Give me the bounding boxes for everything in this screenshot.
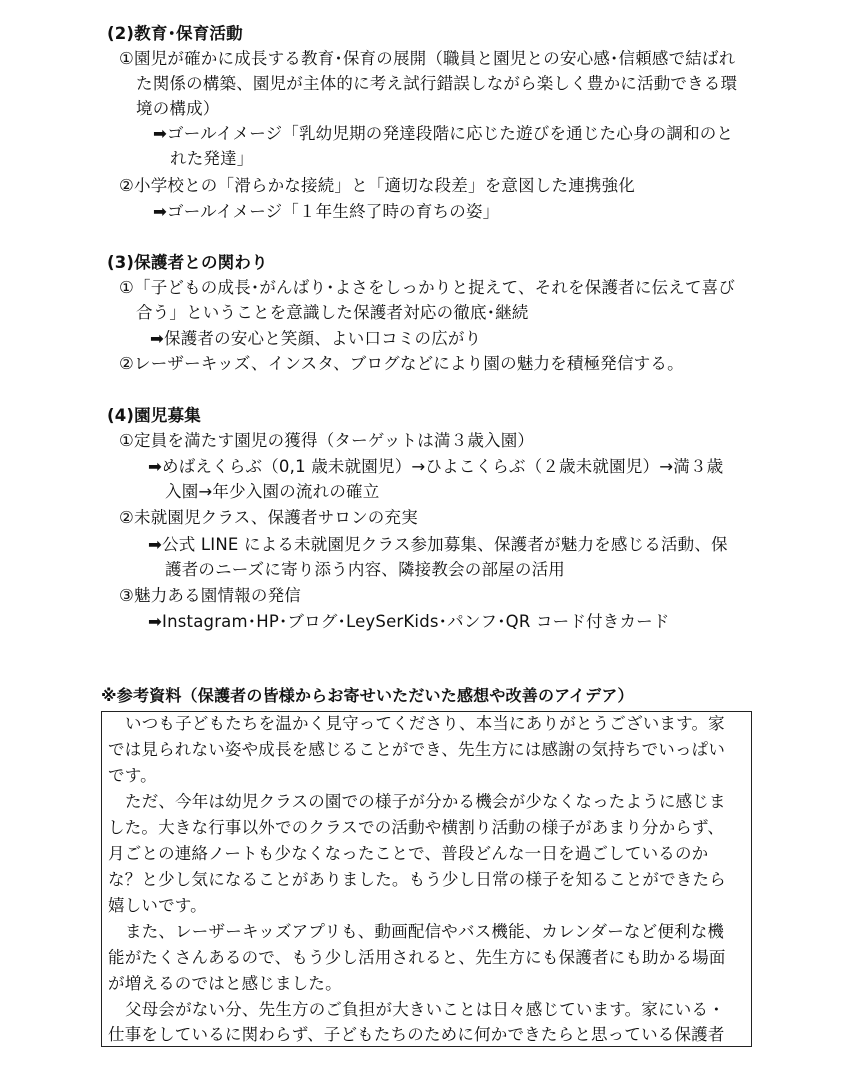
section-2-item-1-line-3: 境の構成） [136,99,220,118]
reference-line-4: ただ、今年は幼児クラスの園での様子が分かる機会が少なくなったように感じま [125,792,726,811]
section-4-heading: (4)園児募集 [107,406,201,425]
reference-line-2: では見られない姿や成長を感じることができ、先生方には感謝の気持ちでいっぱい [108,740,726,759]
section-3-item-1-goal: ➡保護者の安心と笑顔、よい口コミの広がり [150,329,482,348]
reference-line-6: 月ごとの連絡ノートも少なくなったことで、普段どんな一日を過ごしているのか [108,844,709,863]
section-3-item-1-line-2: 合う」ということを意識した保護者対応の徹底･継続 [136,303,529,322]
section-2-item-1-line-2: た関係の構築、園児が主体的に考え試行錯誤しながら楽しく豊かに活動できる環 [136,74,738,93]
section-2-item-2-goal: ➡ゴールイメージ「１年生終了時の育ちの姿」 [153,202,500,221]
section-3-item-2: ②レーザーキッズ、インスタ、ブログなどにより園の魅力を積極発信する。 [119,354,684,373]
section-2-item-1-goal-line-1: ➡ゴールイメージ「乳幼児期の発達段階に応じた遊びを通じた心身の調和のと [153,124,734,143]
reference-line-1: いつも子どもたちを温かく見守ってくださり、本当にありがとうございます。家 [125,714,725,733]
section-2-item-1-goal-line-2: れた発達」 [170,149,254,168]
reference-line-12: 父母会がない分、先生方のご負担が大きいことは日々感じています。家にいる・ [125,1000,725,1019]
reference-heading: ※参考資料（保護者の皆様からお寄せいただいた感想や改善のアイデア） [101,686,634,705]
section-4-item-2-goal-line-1: ➡公式 LINE による未就園児クラス参加募集、保護者が魅力を感じる活動、保 [148,535,728,554]
section-4-item-1-goal-line-1: ➡めばえくらぶ（0,1 歳未就園児）→ひよこくらぶ（２歳未就園児）→満３歳 [148,457,724,476]
section-4-item-2: ②未就園児クラス、保護者サロンの充実 [119,508,418,527]
section-3-heading: (3)保護者との関わり [107,253,268,272]
reference-line-5: した。大きな行事以外でのクラスでの活動や横割り活動の様子があまり分からず、 [108,818,725,837]
reference-line-8: 嬉しいです。 [108,896,207,915]
reference-line-9: また、レーザーキッズアプリも、動画配信やバス機能、カレンダーなど便利な機 [125,922,725,941]
section-2-item-1-line-1: ①園児が確かに成長する教育･保育の展開（職員と園児との安心感･信頼感で結ばれ [119,49,736,68]
section-4-item-2-goal-line-2: 護者のニーズに寄り添う内容、隣接教会の部屋の活用 [165,560,565,579]
section-4-item-1: ①定員を満たす園児の獲得（ターゲットは満３歳入園） [119,431,535,450]
section-4-item-3-goal: ➡Instagram･HP･ブログ･LeySerKids･パンフ･QR コード付きカード [148,612,670,631]
reference-line-11: が増えるのではと感じました。 [108,974,342,993]
section-2-item-2: ②小学校との「滑らかな接続」と「適切な段差」を意図した連携強化 [119,176,635,195]
reference-line-10: 能がたくさんあるので、もう少し活用されると、先生方にも保護者にも助かる場面 [108,948,726,967]
section-4-item-3: ③魅力ある園情報の発信 [119,586,301,605]
section-3-item-1-line-1: ①「子どもの成長･がんばり･よさをしっかりと捉えて、それを保護者に伝えて喜び [119,278,736,297]
reference-line-3: です。 [108,766,157,785]
reference-line-7: な？と少し気になることがありました。もう少し日常の様子を知ることができたら [108,870,726,889]
reference-line-13: 仕事をしているに関わらず、子どもたちのために何かできたらと思っている保護者 [108,1025,725,1044]
section-4-item-1-goal-line-2: 入園→年少入園の流れの確立 [165,482,380,501]
section-2-heading: (2)教育･保育活動 [107,24,243,43]
